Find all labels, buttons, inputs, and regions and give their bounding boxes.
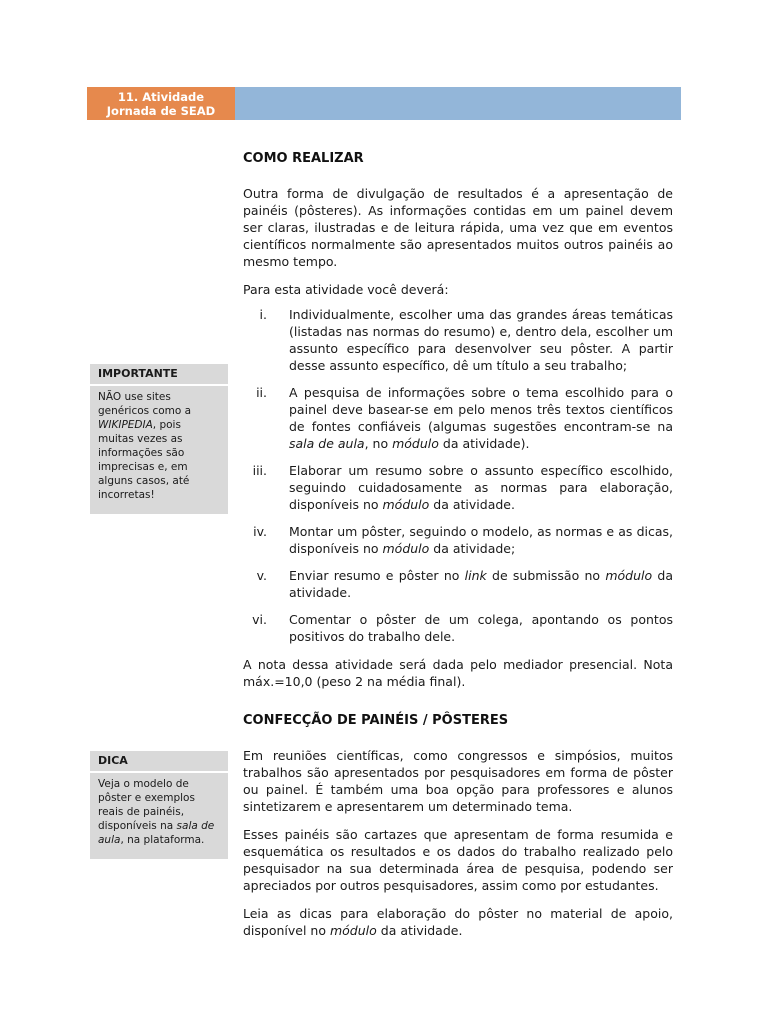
poster-paragraph-3: Leia as dicas para elaboração do pôster no material de apoio, disponível no módulo da atividade. [243, 906, 673, 938]
important-box [90, 364, 228, 514]
important-title: IMPORTANTE [90, 364, 228, 386]
grade-note: A nota dessa atividade será dada pelo mediador presencial. Nota máx.=10,0 (peso 2 na média final). [243, 657, 673, 689]
section-heading-como-realizar: COMO REALIZAR [243, 151, 364, 166]
section-heading-confeccao: CONFECÇÃO DE PAINÉIS / PÔSTERES [243, 713, 509, 728]
header-bar [235, 87, 681, 120]
tip-text: Veja o modelo de pôster e exemplos reais de painéis, disponíveis na sala de aula, na plataforma. [98, 778, 215, 846]
list-item: vi. Comentar o pôster de um colega, apontando os pontos positivos do trabalho dele. [252, 612, 673, 644]
activity-name: Jornada de SEAD [106, 103, 216, 118]
list-item: i. Individualmente, escolher uma das grandes áreas temáticas (listadas nas normas do resumo) e, dentro dela, escolher um assunto específico para desenvolver seu pôster. A partir desse assunto específico, dê um título a seu trabalho; [259, 307, 673, 373]
important-text: NÃO use sites genéricos como a WIKIPEDIA, pois muitas vezes as informações são imprecisas e, em alguns casos, até incorretas! [98, 391, 192, 501]
activity-number: 11. Atividade [117, 89, 205, 104]
activity-header-label [87, 87, 235, 120]
list-item: iv. Montar um pôster, seguindo o modelo, as normas e as dicas, disponíveis no módulo da atividade; [253, 524, 673, 556]
lead-paragraph: Para esta atividade você deverá: [243, 282, 449, 297]
tip-box [90, 751, 228, 859]
task-list [243, 306, 673, 645]
list-item: ii. A pesquisa de informações sobre o tema escolhido para o painel deve basear-se em pelo menos três textos científicos de fontes confiáveis (algumas sugestões encontram-se na sala de aula, no módulo da atividade). [256, 385, 673, 451]
list-item: iii. Elaborar um resumo sobre o assunto específico escolhido, seguindo cuidadosamente as normas para elaboração, disponíveis no módulo da atividade. [252, 463, 673, 512]
poster-paragraph-2: Esses painéis são cartazes que apresentam de forma resumida e esquemática os resultados e os dados do trabalho realizado pelo pesquisador na sua determinada área de pesquisa, podendo ser apreciados por outros pesquisadores, assim como por estudantes. [243, 827, 673, 893]
main-content [243, 150, 673, 939]
poster-paragraph-1: Em reuniões científicas, como congressos e simpósios, muitos trabalhos são apresentados por pesquisadores em forma de pôster ou painel. É também uma boa opção para professores e alunos sintetizarem e apresentarem um determinado tema. [243, 748, 673, 814]
list-item: v. Enviar resumo e pôster no link de submissão no módulo da atividade. [256, 568, 673, 600]
tip-title: DICA [90, 751, 228, 773]
intro-paragraph: Outra forma de divulgação de resultados é a apresentação de painéis (pôsteres). As informações contidas em um painel devem ser claras, ilustradas e de leitura rápida, uma vez que em eventos científicos normalmente são apresentados muitos outros painéis ao mesmo tempo. [243, 186, 673, 269]
